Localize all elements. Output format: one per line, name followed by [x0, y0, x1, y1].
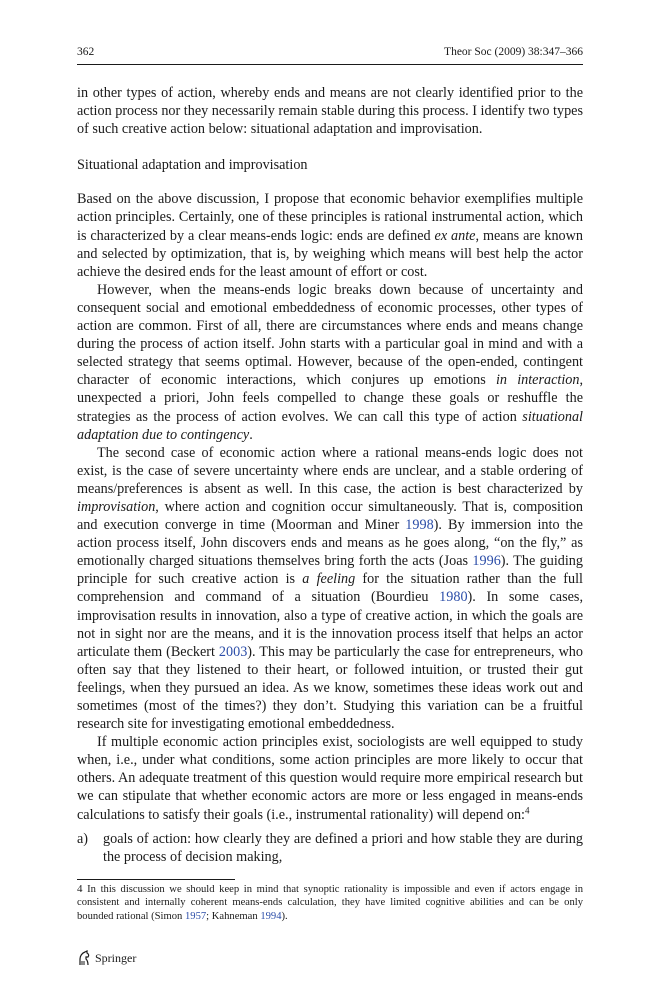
- paragraph: If multiple economic action principles exist, sociologists are well equipped to study when, i.e., under what conditions, some action principles are more likely to occur that others. An adequate treatment of this question would require more empirical research but we can stipulate that whether economic actors are more or less engaged in means-ends calculations to satisfy their goals (i.e., instrumental rationality) will depend on:$^4$: [77, 734, 583, 823]
- publisher-logo: [77, 950, 136, 966]
- publisher-name: Springer: [95, 950, 137, 965]
- list-item-text: goals of action: how clearly they are defined a priori and how stable they are during the process of decision making,: [103, 830, 583, 865]
- journal-citation: Theor Soc (2009) 38:347–366: [444, 46, 583, 58]
- list-item: [77, 830, 583, 866]
- emphasis: in interaction: [495, 372, 580, 389]
- header-rule: [77, 64, 583, 65]
- citation-link[interactable]: 1957: [184, 910, 207, 922]
- citation-link[interactable]: 2003: [218, 643, 248, 660]
- page-number: 362: [77, 46, 95, 58]
- paragraph: in other types of action, whereby ends and means are not clearly identified prior to the action process nor they necessarily remain stable during this process. I identify two types of such creative action below: situational adaptation and improvisation.: [77, 85, 583, 138]
- section-title: Situational adaptation and improvisation: [77, 157, 308, 174]
- citation-link[interactable]: 1980: [439, 589, 468, 606]
- article-body: [77, 84, 583, 866]
- footnote-rule: [77, 879, 235, 880]
- citation-link[interactable]: 1996: [472, 553, 501, 570]
- footnote: 4 In this discussion we should keep in mind that synoptic rationality is impossible and even if actors engage in consistent and internally coherent means-ends calculation, they have limited cognitive abilities and can be only bounded rational (Simon 1957; Kahneman 1994).: [77, 883, 583, 922]
- emphasis: improvisation: [77, 498, 156, 515]
- citation-link[interactable]: 1994: [260, 910, 282, 922]
- paragraph: The second case of economic action where a rational means-ends logic does not exist, is the case of severe uncertainty where ends are unclear, and a stable ordering of means/preferences is absent as well. In this case, the action is best characterized by improvisation, where action and cognition occur simultaneously. That is, composition and execution converge in time (Moorman and Miner 1998). By immersion into the action process itself, John discovers ends and means as he goes along, “on the fly,” as emotionally charged situations themselves bring forth the acts (Joas 1996). The guiding principle for such creative action is a feeling for the situation rather than the full comprehension and command of a situation (Bourdieu 1980). In some cases, improvisation results in innovation, also a type of creative action, in which the goals are not in sight nor are the means, and it is the innovation process itself that helps an actor articulate them (Beckert 2003). This may be particularly the case for entrepreneurs, who often say that they listened to their heart, or followed intuition, or trusted their gut feelings, when they pursued an idea. As we know, sometimes these ideas work out and sometimes (most of the times?) they don’t. Studying this variation can be a fruitful research site for investigating emotional embeddedness.: [77, 444, 583, 733]
- footnote-mark: 4: [77, 883, 83, 895]
- emphasis: situational adaptation due to contingency: [77, 408, 583, 443]
- emphasis: a feeling: [302, 571, 356, 588]
- list-marker: a): [77, 830, 89, 847]
- paragraph: Based on the above discussion, I propose that economic behavior exemplifies multiple action principles. Certainly, one of these principles is rational instrumental action, which is characterized by a clear means-ends logic: ends are defined ex ante, means are known and selected by optimization, that is, by weighing which means will best help the actor achieve the desired ends for the least amount of effort or cost.: [77, 191, 583, 280]
- citation-link[interactable]: 1998: [405, 517, 434, 534]
- springer-horse-icon: [77, 950, 91, 966]
- emphasis: ex ante: [434, 227, 476, 244]
- footnote-ref[interactable]: 4: [524, 804, 530, 815]
- paragraph: However, when the means-ends logic breaks down because of uncertainty and consequent social and emotional embeddedness of economic processes, other types of action are common. First of all, there are circumstances where ends and means change during the process of action itself. John starts with a particular goal in mind and with a selected strategy that seems optimal. However, because of the open-ended, contingent character of economic interactions, which conjures up emotions in interaction, unexpected a priori, John feels compelled to change these goals or reshuffle the strategies as the process of action evolves. We can call this type of action situational adaptation due to contingency.: [77, 281, 583, 443]
